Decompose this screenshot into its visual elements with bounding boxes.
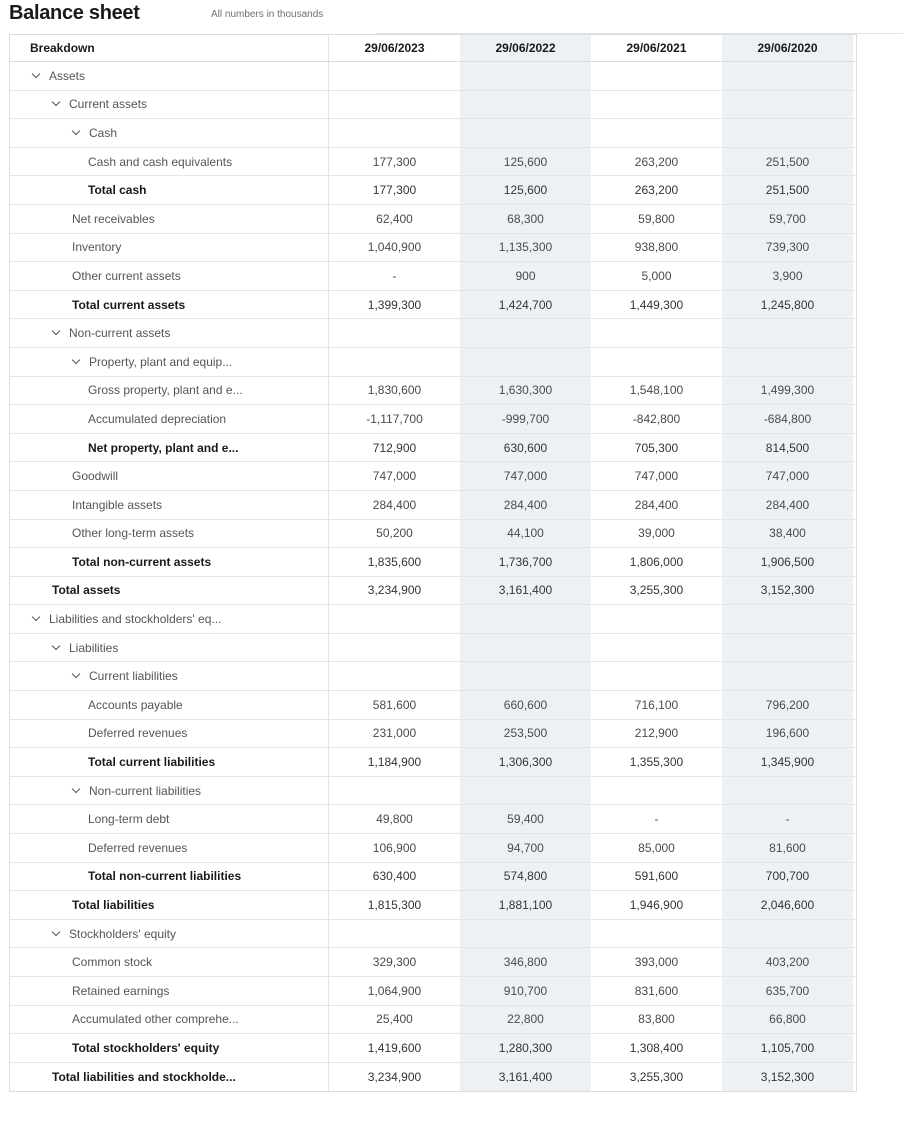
value-cell: 910,700 <box>460 977 591 1005</box>
table-group-row[interactable] <box>10 119 856 148</box>
row-label <box>10 291 329 319</box>
table-group-row[interactable] <box>10 319 856 348</box>
value-cell <box>722 348 853 376</box>
row-group-toggle[interactable] <box>10 634 329 662</box>
value-cell <box>722 62 853 90</box>
value-cell: 1,548,100 <box>629 383 684 398</box>
value-cell: 1,040,900 <box>367 240 422 255</box>
table-row <box>10 520 856 549</box>
row-label <box>10 834 329 862</box>
value-cell: -1,117,700 <box>366 411 423 426</box>
chevron-down-icon[interactable] <box>72 786 82 796</box>
value-cell <box>722 319 853 347</box>
chevron-down-icon[interactable] <box>72 357 82 367</box>
table-row <box>10 234 856 263</box>
row-label-text: Inventory <box>72 240 122 255</box>
value-cell <box>591 605 722 633</box>
table-group-row[interactable] <box>10 348 856 377</box>
value-cell: 3,255,300 <box>629 1070 684 1085</box>
chevron-down-icon[interactable] <box>52 643 62 653</box>
value-cell: 329,300 <box>372 955 417 970</box>
row-label <box>10 520 329 548</box>
row-label-text: Goodwill <box>72 469 119 484</box>
chevron-down-icon[interactable] <box>32 614 42 624</box>
row-label <box>10 948 329 976</box>
value-cell: 3,161,400 <box>460 1063 591 1092</box>
value-cell: 1,399,300 <box>367 297 422 312</box>
value-cell <box>329 91 460 119</box>
value-cell <box>591 119 722 147</box>
value-cell: 1,135,300 <box>460 234 591 262</box>
chevron-down-icon[interactable] <box>32 71 42 81</box>
value-cell: 393,000 <box>634 955 679 970</box>
row-label <box>10 434 329 462</box>
value-cell <box>460 777 591 805</box>
value-cell: 68,300 <box>460 205 591 233</box>
chevron-down-icon[interactable] <box>72 671 82 681</box>
row-label-text: Non-current liabilities <box>89 783 202 798</box>
value-cell: 1,308,400 <box>629 1040 684 1055</box>
value-cell <box>329 348 460 376</box>
value-cell: 3,900 <box>722 262 853 290</box>
row-label <box>10 205 329 233</box>
row-label <box>10 405 329 433</box>
row-label-text: Total liabilities and stockholde... <box>52 1070 236 1085</box>
value-cell: 747,000 <box>460 462 591 490</box>
value-cell: 747,000 <box>722 462 853 490</box>
table-group-row[interactable] <box>10 634 856 663</box>
value-cell: 581,600 <box>372 697 417 712</box>
value-cell <box>460 62 591 90</box>
value-cell: 2,046,600 <box>722 891 853 919</box>
table-row <box>10 948 856 977</box>
value-cell: 1,355,300 <box>629 755 684 770</box>
value-cell: 1,184,900 <box>367 755 422 770</box>
value-cell: 831,600 <box>634 983 679 998</box>
value-cell <box>460 920 591 948</box>
table-row <box>10 805 856 834</box>
value-cell: 591,600 <box>634 869 679 884</box>
date-header-2022[interactable]: 29/06/2022 <box>460 35 591 61</box>
value-cell <box>460 634 591 662</box>
value-cell: 1,830,600 <box>367 383 422 398</box>
value-cell: 1,499,300 <box>722 377 853 405</box>
value-cell <box>722 920 853 948</box>
value-cell: 403,200 <box>722 948 853 976</box>
value-cell: 1,946,900 <box>629 898 684 913</box>
row-label-text: Accumulated depreciation <box>88 411 227 426</box>
row-label-text: Total current liabilities <box>88 755 216 770</box>
row-label-text: Non-current assets <box>69 326 171 341</box>
table-row <box>10 691 856 720</box>
row-label-text: Common stock <box>72 955 153 970</box>
value-cell <box>591 662 722 690</box>
value-cell: 125,600 <box>460 148 591 176</box>
value-cell <box>329 920 460 948</box>
table-group-row[interactable] <box>10 605 856 634</box>
row-label-text: Current liabilities <box>89 669 178 684</box>
value-cell <box>591 634 722 662</box>
row-label <box>10 1006 329 1034</box>
value-cell: 1,630,300 <box>460 377 591 405</box>
value-cell: 1,906,500 <box>722 548 853 576</box>
value-cell: - <box>392 268 397 283</box>
value-cell <box>591 348 722 376</box>
value-cell <box>722 119 853 147</box>
row-label-text: Cash and cash equivalents <box>88 154 233 169</box>
row-label-text: Other long-term assets <box>72 526 195 541</box>
value-cell <box>591 91 722 119</box>
row-label <box>10 491 329 519</box>
value-cell: 59,800 <box>638 211 675 226</box>
row-label <box>10 262 329 290</box>
value-cell <box>591 920 722 948</box>
value-cell <box>329 319 460 347</box>
row-label-text: Retained earnings <box>72 983 170 998</box>
value-cell <box>329 634 460 662</box>
table-row <box>10 1006 856 1035</box>
value-cell: 700,700 <box>722 863 853 891</box>
row-label <box>10 720 329 748</box>
table-group-row[interactable] <box>10 662 856 691</box>
value-cell: 25,400 <box>376 1012 413 1027</box>
table-row <box>10 405 856 434</box>
chevron-down-icon[interactable] <box>72 128 82 138</box>
table-total-row <box>10 1034 856 1063</box>
table-group-row[interactable] <box>10 62 856 91</box>
value-cell: - <box>654 812 659 827</box>
value-cell: 59,700 <box>722 205 853 233</box>
value-cell <box>329 777 460 805</box>
row-group-toggle[interactable] <box>10 605 329 633</box>
row-label <box>10 863 329 891</box>
value-cell <box>329 119 460 147</box>
row-label-text: Net receivables <box>72 211 155 226</box>
row-group-toggle[interactable] <box>10 319 329 347</box>
value-cell: 263,200 <box>634 154 679 169</box>
row-label-text: Total cash <box>88 183 147 198</box>
value-cell: 814,500 <box>722 434 853 462</box>
value-cell <box>329 62 460 90</box>
value-cell: -842,800 <box>632 411 681 426</box>
value-cell: 284,400 <box>460 491 591 519</box>
value-cell: 938,800 <box>634 240 679 255</box>
value-cell: 3,234,900 <box>367 583 422 598</box>
value-cell: 1,306,300 <box>460 748 591 776</box>
value-cell: 1,419,600 <box>367 1040 422 1055</box>
page-header <box>9 0 903 32</box>
value-cell: 50,200 <box>376 526 413 541</box>
table-total-row <box>10 548 856 577</box>
value-cell: 1,280,300 <box>460 1034 591 1062</box>
breakdown-header: Breakdown <box>10 35 329 61</box>
table-row <box>10 491 856 520</box>
row-label <box>10 377 329 405</box>
value-cell: 94,700 <box>460 834 591 862</box>
date-header-2020[interactable]: 29/06/2020 <box>722 35 853 61</box>
table-group-row[interactable] <box>10 91 856 120</box>
row-group-toggle[interactable] <box>10 662 329 690</box>
value-cell: 3,234,900 <box>367 1070 422 1085</box>
value-cell: 38,400 <box>722 520 853 548</box>
value-cell: 660,600 <box>460 691 591 719</box>
row-group-toggle[interactable] <box>10 920 329 948</box>
table-row <box>10 834 856 863</box>
value-cell: 81,600 <box>722 834 853 862</box>
value-cell: 1,245,800 <box>722 291 853 319</box>
value-cell: 253,500 <box>460 720 591 748</box>
row-group-toggle[interactable] <box>10 777 329 805</box>
table-row <box>10 720 856 749</box>
value-cell: 251,500 <box>722 148 853 176</box>
value-cell: 106,900 <box>372 840 417 855</box>
value-cell: 1,881,100 <box>460 891 591 919</box>
row-label-text: Gross property, plant and e... <box>88 383 243 398</box>
row-label <box>10 977 329 1005</box>
table-row <box>10 377 856 406</box>
row-label-text: Deferred revenues <box>88 840 188 855</box>
value-cell: 284,400 <box>722 491 853 519</box>
chevron-down-icon[interactable] <box>52 99 62 109</box>
value-cell: 284,400 <box>634 497 679 512</box>
value-cell: 284,400 <box>372 497 417 512</box>
value-cell: 83,800 <box>638 1012 675 1027</box>
value-cell: 196,600 <box>722 720 853 748</box>
chevron-down-icon[interactable] <box>52 929 62 939</box>
date-header-2021[interactable]: 29/06/2021 <box>626 41 687 55</box>
value-cell <box>722 777 853 805</box>
table-total-row <box>10 863 856 892</box>
row-label-text: Other current assets <box>72 268 181 283</box>
value-cell: 1,449,300 <box>629 297 684 312</box>
value-cell: 1,345,900 <box>722 748 853 776</box>
value-cell <box>329 605 460 633</box>
value-cell <box>460 119 591 147</box>
value-cell: 747,000 <box>372 469 417 484</box>
chevron-down-icon[interactable] <box>52 328 62 338</box>
row-label <box>10 748 329 776</box>
value-cell: 177,300 <box>372 183 417 198</box>
value-cell: 212,900 <box>634 726 679 741</box>
value-cell <box>460 605 591 633</box>
row-label-text: Long-term debt <box>88 812 170 827</box>
table-row <box>10 205 856 234</box>
value-cell: 574,800 <box>460 863 591 891</box>
value-cell: 1,424,700 <box>460 291 591 319</box>
value-cell: 231,000 <box>372 726 417 741</box>
row-label-text: Total stockholders' equity <box>72 1040 220 1055</box>
table-total-row <box>10 434 856 463</box>
value-cell <box>329 662 460 690</box>
value-cell: 635,700 <box>722 977 853 1005</box>
row-label <box>10 234 329 262</box>
table-row <box>10 977 856 1006</box>
value-cell <box>591 62 722 90</box>
value-cell: 346,800 <box>460 948 591 976</box>
value-cell: - <box>722 805 853 833</box>
value-cell: 49,800 <box>376 812 413 827</box>
value-cell: 1,806,000 <box>629 554 684 569</box>
value-cell: 251,500 <box>722 176 853 204</box>
value-cell: -999,700 <box>460 405 591 433</box>
row-group-toggle[interactable] <box>10 91 329 119</box>
value-cell: 177,300 <box>372 154 417 169</box>
value-cell: 705,300 <box>634 440 679 455</box>
row-label-text: Assets <box>49 68 86 83</box>
value-cell: 66,800 <box>722 1006 853 1034</box>
row-label-text: Liabilities and stockholders' eq... <box>49 612 222 627</box>
row-label-text: Stockholders' equity <box>69 926 177 941</box>
value-cell: 630,600 <box>460 434 591 462</box>
value-cell <box>591 319 722 347</box>
units-note: All numbers in thousands <box>211 9 324 20</box>
row-label-text: Liabilities <box>69 640 119 655</box>
value-cell: 3,152,300 <box>722 1063 853 1092</box>
value-cell <box>591 777 722 805</box>
value-cell <box>722 662 853 690</box>
page-title: Balance sheet <box>9 2 140 24</box>
value-cell <box>722 91 853 119</box>
value-cell <box>460 348 591 376</box>
value-cell: 1,835,600 <box>367 554 422 569</box>
row-label <box>10 1063 329 1092</box>
value-cell <box>460 91 591 119</box>
table-body <box>10 62 856 1091</box>
value-cell: 900 <box>460 262 591 290</box>
value-cell: 1,815,300 <box>367 898 422 913</box>
value-cell: 85,000 <box>638 840 675 855</box>
value-cell: 747,000 <box>634 469 679 484</box>
value-cell <box>460 662 591 690</box>
value-cell <box>460 319 591 347</box>
value-cell: 712,900 <box>372 440 417 455</box>
balance-sheet-table <box>9 34 857 1092</box>
table-header-row <box>10 35 856 62</box>
row-label-text: Total current assets <box>72 297 186 312</box>
row-group-toggle[interactable] <box>10 348 329 376</box>
table-total-row <box>10 891 856 920</box>
date-header-2023[interactable]: 29/06/2023 <box>364 41 425 55</box>
value-cell: 3,161,400 <box>460 577 591 605</box>
row-group-toggle[interactable] <box>10 119 329 147</box>
row-label <box>10 691 329 719</box>
row-label <box>10 577 329 605</box>
value-cell: 263,200 <box>634 183 679 198</box>
value-cell: 3,255,300 <box>629 583 684 598</box>
row-label-text: Intangible assets <box>72 497 163 512</box>
row-label <box>10 462 329 490</box>
row-label <box>10 548 329 576</box>
value-cell: 1,064,900 <box>367 983 422 998</box>
value-cell: -684,800 <box>722 405 853 433</box>
value-cell: 739,300 <box>722 234 853 262</box>
value-cell: 5,000 <box>641 268 672 283</box>
row-label-text: Total non-current liabilities <box>88 869 242 884</box>
value-cell: 39,000 <box>638 526 675 541</box>
row-label-text: Deferred revenues <box>88 726 188 741</box>
row-label <box>10 148 329 176</box>
row-label-text: Current assets <box>69 97 148 112</box>
value-cell: 62,400 <box>376 211 413 226</box>
table-total-row <box>10 1063 856 1092</box>
value-cell: 796,200 <box>722 691 853 719</box>
row-label <box>10 1034 329 1062</box>
value-cell: 716,100 <box>634 697 679 712</box>
row-label-text: Accumulated other comprehe... <box>72 1012 239 1027</box>
value-cell <box>722 605 853 633</box>
table-group-row[interactable] <box>10 777 856 806</box>
row-label-text: Total non-current assets <box>72 554 212 569</box>
row-label <box>10 805 329 833</box>
row-label <box>10 176 329 204</box>
row-label-text: Total liabilities <box>72 898 155 913</box>
table-row <box>10 148 856 177</box>
value-cell: 59,400 <box>460 805 591 833</box>
value-cell: 125,600 <box>460 176 591 204</box>
row-label-text: Total assets <box>52 583 121 598</box>
row-label-text: Net property, plant and e... <box>88 440 239 455</box>
row-label-text: Property, plant and equip... <box>89 354 233 369</box>
value-cell: 630,400 <box>372 869 417 884</box>
row-label-text: Cash <box>89 125 118 140</box>
row-label-text: Accounts payable <box>88 697 183 712</box>
table-total-row <box>10 176 856 205</box>
row-label <box>10 891 329 919</box>
value-cell: 44,100 <box>460 520 591 548</box>
table-total-row <box>10 577 856 606</box>
value-cell: 1,736,700 <box>460 548 591 576</box>
row-group-toggle[interactable] <box>10 62 329 90</box>
table-row <box>10 462 856 491</box>
value-cell: 22,800 <box>460 1006 591 1034</box>
table-row <box>10 262 856 291</box>
table-group-row[interactable] <box>10 920 856 949</box>
table-total-row <box>10 291 856 320</box>
table-total-row <box>10 748 856 777</box>
value-cell: 3,152,300 <box>722 577 853 605</box>
value-cell: 1,105,700 <box>722 1034 853 1062</box>
value-cell <box>722 634 853 662</box>
